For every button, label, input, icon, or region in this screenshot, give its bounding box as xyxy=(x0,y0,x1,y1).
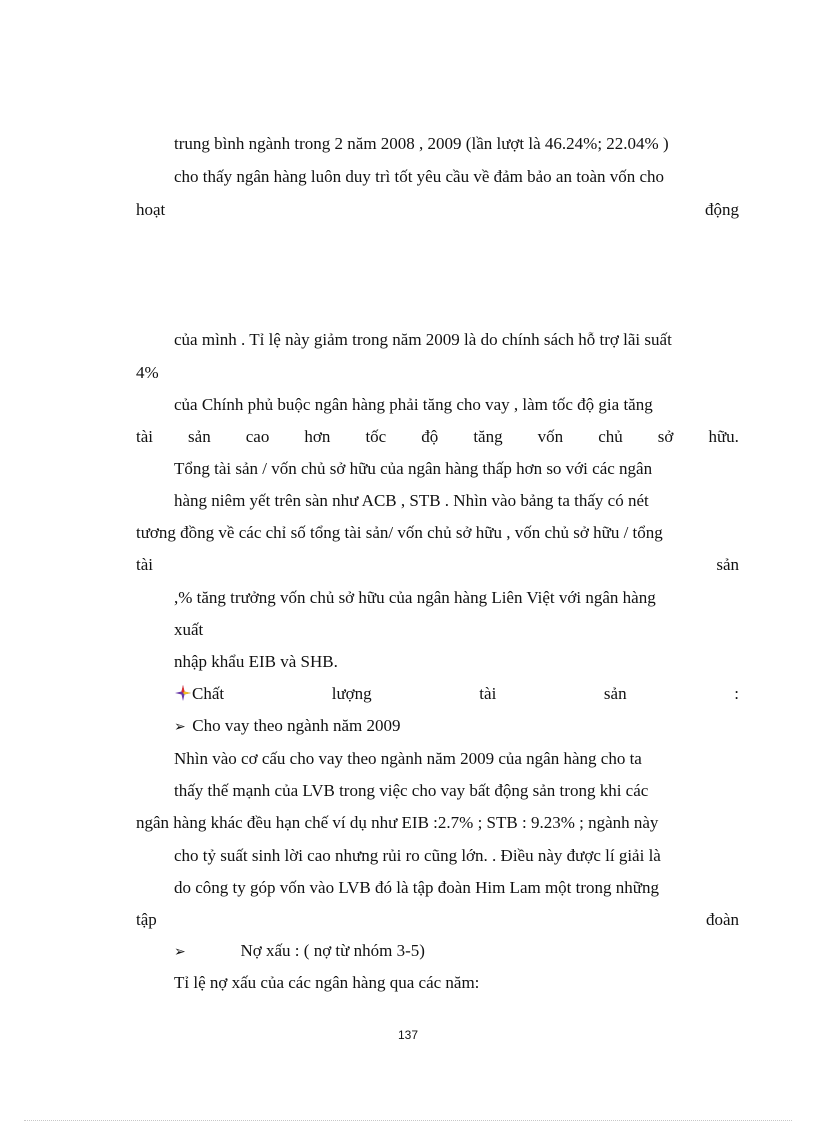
arrow-bullet-icon: ➢ xyxy=(174,720,186,735)
word: hữu. xyxy=(708,427,739,446)
text-line: Tổng tài sản / vốn chủ sở hữu của ngân hàng thấp hơn so với các ngân xyxy=(174,459,653,478)
word: chủ xyxy=(598,427,623,446)
bullet-item xyxy=(174,940,425,964)
colorful-star-bullet-icon xyxy=(174,684,192,702)
word: vốn xyxy=(537,427,564,446)
text-line: tương đồng về các chỉ số tổng tài sản/ vốn chủ sở hữu , vốn chủ sở hữu / tổng xyxy=(136,523,663,542)
word: sở xyxy=(657,427,674,446)
word: tài xyxy=(479,684,497,703)
bullet-item xyxy=(174,715,400,739)
word: hoạt xyxy=(136,200,166,219)
text-line: 4% xyxy=(136,363,159,382)
text-line: Tỉ lệ nợ xấu của các ngân hàng qua các năm: xyxy=(174,973,480,992)
text-line: ,% tăng trưởng vốn chủ sở hữu của ngân hàng Liên Việt với ngân hàng xyxy=(174,588,656,607)
text-line: Nhìn vào cơ cấu cho vay theo ngành năm 2009 của ngân hàng cho ta xyxy=(174,749,642,768)
word: tập xyxy=(136,910,157,929)
text-line: của mình . Tỉ lệ này giảm trong năm 2009 là do chính sách hỗ trợ lãi suất xyxy=(174,330,672,349)
text-line: ngân hàng khác đều hạn chế ví dụ như EIB :2.7% ; STB : 9.23% ; ngành này xyxy=(136,813,659,832)
word: hơn xyxy=(304,427,331,446)
text-line: của Chính phủ buộc ngân hàng phải tăng cho vay , làm tốc độ gia tăng xyxy=(174,395,653,414)
word: sản xyxy=(716,555,739,574)
word: tài xyxy=(136,555,153,574)
section-heading-quality xyxy=(174,683,739,705)
word: tốc xyxy=(365,427,387,446)
text-line: hàng niêm yết trên sàn như ACB , STB . Nhìn vào bảng ta thấy có nét xyxy=(174,491,649,510)
text-line-justified xyxy=(136,199,739,221)
word: đoàn xyxy=(705,910,739,929)
text-line: xuất xyxy=(174,620,204,639)
heading-start xyxy=(174,683,224,705)
word: lượng xyxy=(331,684,372,703)
page-bottom-divider xyxy=(24,1120,792,1121)
word: sản xyxy=(188,427,211,446)
page-number: 137 xyxy=(397,1028,419,1042)
text-line: do công ty góp vốn vào LVB đó là tập đoàn Him Lam một trong những xyxy=(174,878,660,897)
bullet-text: Cho vay theo ngành năm 2009 xyxy=(192,716,401,735)
text-line: nhập khẩu EIB và SHB. xyxy=(174,652,338,671)
text-line: thấy thế mạnh của LVB trong việc cho vay bất động sản trong khi các xyxy=(174,781,649,800)
bullet-text: Nợ xấu : ( nợ từ nhóm 3-5) xyxy=(240,941,425,960)
word: sản xyxy=(603,684,627,703)
text-line: cho tỷ suất sinh lời cao nhưng rủi ro cũng lớn. . Điều này được lí giải là xyxy=(174,846,661,865)
word: độ xyxy=(421,427,439,446)
word: Chất xyxy=(192,684,225,703)
text-line-justified xyxy=(136,426,739,448)
word: động xyxy=(705,200,739,219)
text-line: cho thấy ngân hàng luôn duy trì tốt yêu cầu về đảm bảo an toàn vốn cho xyxy=(174,167,665,186)
word: cao xyxy=(245,427,270,446)
word: : xyxy=(734,684,739,703)
text-line-justified xyxy=(136,554,739,576)
arrow-bullet-icon: ➢ xyxy=(174,945,186,960)
text-line: trung bình ngành trong 2 năm 2008 , 2009 (lần lượt là 46.24%; 22.04% ) xyxy=(174,134,669,153)
word: tài xyxy=(136,427,153,446)
text-line-justified xyxy=(136,909,739,931)
word: tăng xyxy=(473,427,503,446)
